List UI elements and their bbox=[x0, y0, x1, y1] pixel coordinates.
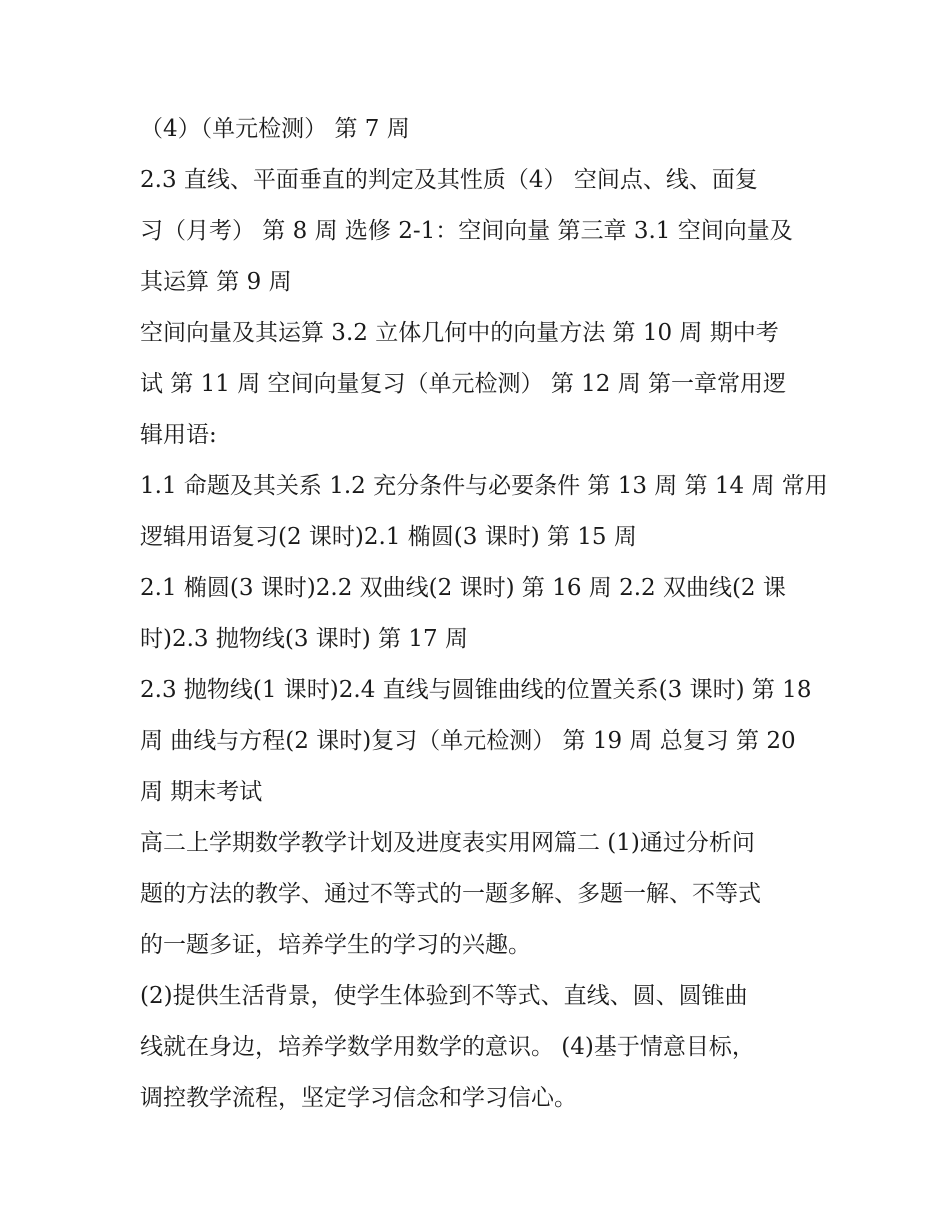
text-line: 时)2.3 抛物线(3 课时) 第 17 周 bbox=[140, 626, 468, 652]
text-line: 线就在身边，培养学数学用数学的意识。 (4)基于情意目标， bbox=[140, 1034, 755, 1060]
text-line: 1.1 命题及其关系 1.2 充分条件与必要条件 第 13 周 第 14 周 常用 bbox=[140, 473, 828, 499]
text-line: 周 曲线与方程(2 课时)复习（单元检测） 第 19 周 总复习 第 20 bbox=[140, 728, 796, 754]
text-line: 逻辑用语复习(2 课时)2.1 椭圆(3 课时) 第 15 周 bbox=[140, 524, 637, 550]
text-line: 空间向量及其运算 3.2 立体几何中的向量方法 第 10 周 期中考 bbox=[140, 320, 779, 346]
text-line: (2)提供生活背景，使学生体验到不等式、直线、圆、圆锥曲 bbox=[140, 983, 748, 1009]
paragraph-plan-part-two bbox=[140, 818, 812, 971]
paragraph-perpendicular-vectors bbox=[140, 155, 812, 308]
paragraph-vector-methods bbox=[140, 308, 812, 461]
text-line: 2.3 抛物线(1 课时)2.4 直线与圆锥曲线的位置关系(3 课时) 第 18 bbox=[140, 677, 812, 703]
text-line: 试 第 11 周 空间向量复习（单元检测） 第 12 周 第一章常用逻 bbox=[140, 371, 787, 397]
text-line: 2.3 直线、平面垂直的判定及其性质（4） 空间点、线、面复 bbox=[140, 167, 758, 193]
paragraph-unit-test-week7 bbox=[140, 104, 812, 155]
text-line: （4）（单元检测） 第 7 周 bbox=[140, 116, 410, 142]
text-line: 周 期末考试 bbox=[140, 779, 263, 805]
text-line: 调控教学流程，坚定学习信念和学习信心。 bbox=[140, 1085, 577, 1111]
text-line: 高二上学期数学教学计划及进度表实用网篇二 (1)通过分析问 bbox=[140, 830, 755, 856]
document-body bbox=[140, 104, 828, 1124]
text-line: 其运算 第 9 周 bbox=[140, 269, 292, 295]
paragraph-goals bbox=[140, 971, 812, 1124]
paragraph-logic-terms bbox=[140, 461, 828, 563]
paragraph-parabola-final bbox=[140, 665, 812, 818]
paragraph-ellipse-hyperbola bbox=[140, 563, 812, 665]
text-line: 题的方法的教学、通过不等式的一题多解、多题一解、不等式 bbox=[140, 881, 761, 907]
text-line: 的一题多证，培养学生的学习的兴趣。 bbox=[140, 932, 531, 958]
text-line: 2.1 椭圆(3 课时)2.2 双曲线(2 课时) 第 16 周 2.2 双曲线(2 课 bbox=[140, 575, 786, 601]
text-line: 辑用语: bbox=[140, 422, 217, 448]
text-line: 习（月考） 第 8 周 选修 2-1：空间向量 第三章 3.1 空间向量及 bbox=[140, 218, 793, 244]
